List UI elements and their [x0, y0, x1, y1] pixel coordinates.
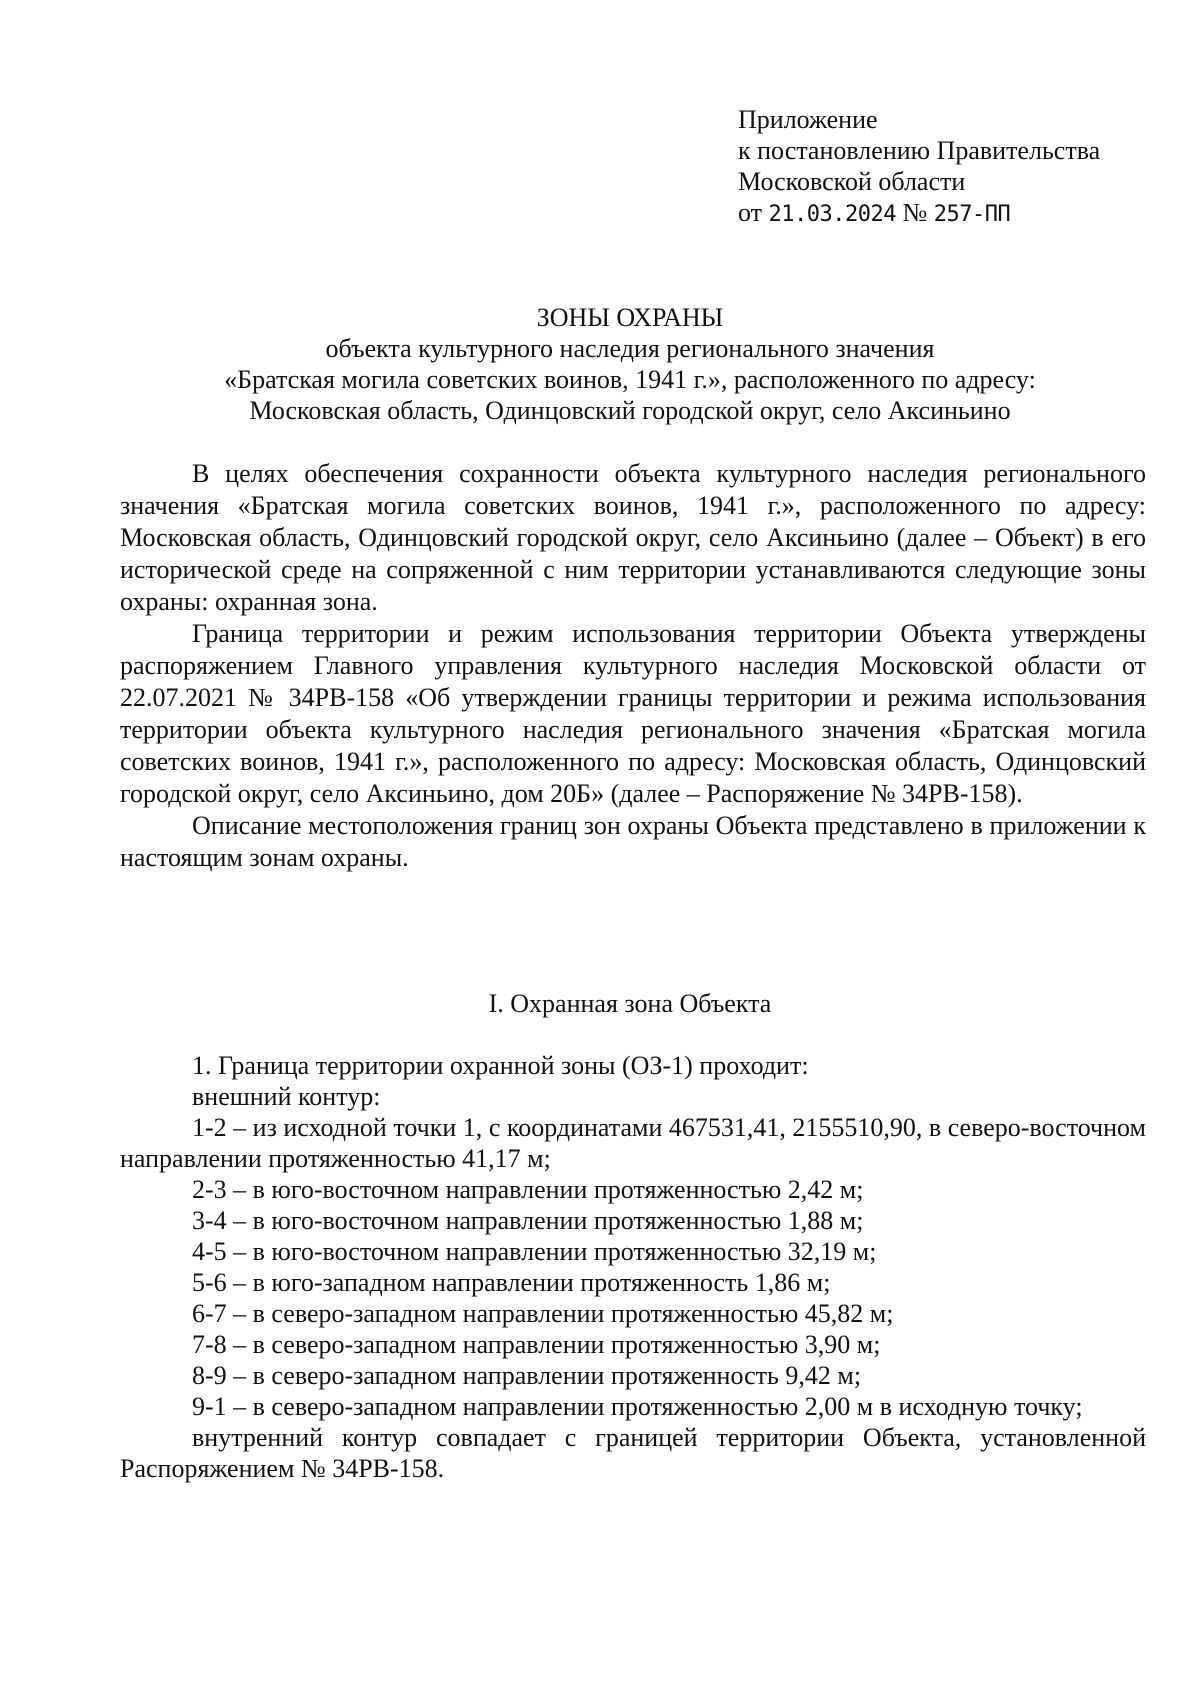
paragraph-description-ref: Описание местоположения границ зон охраны Объекта представлено в приложении к настоящим зонам охраны.: [120, 811, 1146, 872]
section-title: I. Охранная зона Объекта: [488, 989, 772, 1018]
boundary-intro: 1. Граница территории охранной зоны (ОЗ-1) проходит:: [192, 1051, 809, 1080]
inner-contour: внутренний контур совпадает с границей территории Объекта, установленной Распоряжением № 34РВ-158.: [120, 1423, 1146, 1483]
segment-4-5: 4-5 – в юго-восточном направлении протяженностью 32,19 м;: [192, 1237, 877, 1266]
document-title-block: [120, 302, 1140, 426]
appendix-header: [738, 104, 1100, 230]
document-subtitle-line-3: Московская область, Одинцовский городской округ, село Аксиньино: [249, 396, 1011, 425]
boundary-description: [120, 1050, 1146, 1484]
segment-9-1: 9-1 – в северо-западном направлении протяженностью 2,00 м в исходную точку;: [192, 1392, 1083, 1421]
appendix-date: 21.03.2024: [768, 202, 896, 227]
document-subtitle-line-2: «Братская могила советских воинов, 1941 г.», расположенного по адресу:: [224, 365, 1036, 394]
paragraph-boundary-approval: Граница территории и режим использования территории Объекта утверждены распоряжением Главного управления культурного наследия Московской области от 22.07.2021 № 34РВ-158 «Об утверждении границы территории и режима использования территории объекта культурного наследия регионального значения «Братская могила советских воинов, 1941 г.», расположенного по адресу: Московская область, Одинцовский городской округ, село Аксиньино, дом 20Б» (далее – Распоряжение № 34РВ-158).: [120, 619, 1146, 808]
appendix-resolution-ref: к постановлению Правительства: [738, 136, 1101, 165]
segment-2-3: 2-3 – в юго-восточном направлении протяженностью 2,42 м;: [192, 1175, 864, 1204]
document-subtitle-line-1: объекта культурного наследия регионального значения: [325, 334, 935, 363]
appendix-title: Приложение: [738, 105, 878, 134]
document-heading: ЗОНЫ ОХРАНЫ: [536, 303, 724, 332]
appendix-number-sign: №: [895, 198, 934, 227]
paragraph-purpose: В целях обеспечения сохранности объекта культурного наследия регионального значения «Братская могила советских воинов, 1941 г.», расположенного по адресу: Московская область, Одинцовский городской округ, село Аксиньино (далее – Объект) в его исторической среде на сопряженной с ним территории устанавливаются следующие зоны охраны: охранная зона.: [120, 459, 1146, 616]
segment-6-7: 6-7 – в северо-западном направлении протяженностью 45,82 м;: [192, 1299, 894, 1328]
outer-contour-label: внешний контур:: [192, 1082, 381, 1111]
appendix-date-prefix: от: [738, 198, 769, 227]
appendix-region: Московской области: [738, 167, 966, 196]
body-paragraphs: [120, 458, 1146, 874]
segment-5-6: 5-6 – в юго-западном направлении протяженность 1,86 м;: [192, 1268, 831, 1297]
segment-7-8: 7-8 – в северо-западном направлении протяженностью 3,90 м;: [192, 1330, 881, 1359]
appendix-number: 257-ПП: [933, 202, 1011, 227]
segment-8-9: 8-9 – в северо-западном направлении протяженность 9,42 м;: [192, 1361, 862, 1390]
segment-1-2: 1-2 – из исходной точки 1, с координатами 467531,41, 2155510,90, в северо-восточном направлении протяженностью 41,17 м;: [120, 1113, 1146, 1173]
appendix-date-number: [738, 197, 1100, 230]
segment-3-4: 3-4 – в юго-восточном направлении протяженностью 1,88 м;: [192, 1206, 864, 1235]
